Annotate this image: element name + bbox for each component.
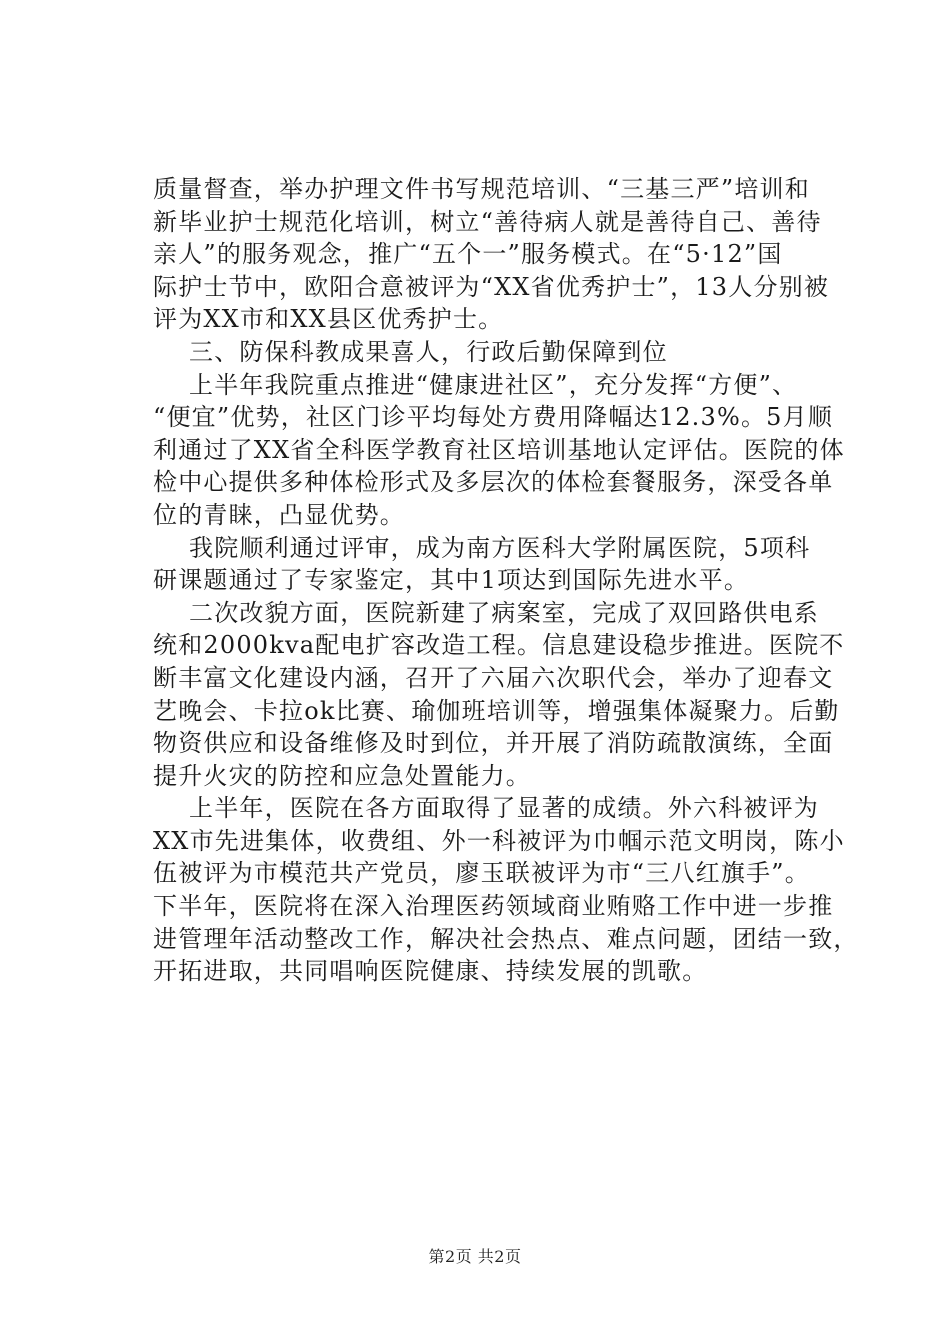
body-line: 际护士节中，欧阳合意被评为“XX省优秀护士”，13人分别被 — [153, 272, 830, 301]
body-line: 位的青睐，凸显优势。 — [153, 500, 405, 529]
page-footer — [0, 1244, 950, 1267]
body-line: “便宜”优势，社区门诊平均每处方费用降幅达12.3%。5月顺 — [153, 403, 834, 432]
body-line: XX市先进集体，收费组、外一科被评为巾帼示范文明岗，陈小 — [153, 826, 845, 855]
body-line: 亲人”的服务观念，推广“五个一”服务模式。在“5·12”国 — [153, 240, 783, 269]
body-line: 评为XX市和XX县区优秀护士。 — [153, 305, 504, 334]
paragraph-start: 上半年，医院在各方面取得了显著的成绩。外六科被评为 — [189, 794, 819, 823]
body-line: 进管理年活动整改工作，解决社会热点、难点问题，团结一致， — [153, 924, 859, 953]
paragraph-start: 上半年我院重点推进“健康进社区”，充分发挥“方便”、 — [189, 370, 798, 399]
body-line: 艺晚会、卡拉ok比赛、瑜伽班培训等，增强集体凝聚力。后勤 — [153, 696, 840, 725]
body-line: 断丰富文化建设内涵，召开了六届六次职代会，举办了迎春文 — [153, 663, 834, 692]
body-line: 物资供应和设备维修及时到位，并开展了消防疏散演练，全面 — [153, 729, 834, 758]
section-heading: 三、防保科教成果喜人，行政后勤保障到位 — [189, 337, 668, 366]
body-line: 新毕业护士规范化培训，树立“善待病人就是善待自己、善待 — [153, 207, 822, 236]
body-line: 统和2000kva配电扩容改造工程。信息建设稳步推进。医院不 — [153, 631, 845, 660]
page-number-label: 第2页 共2页 — [428, 1247, 522, 1266]
body-line: 检中心提供多种体检形式及多层次的体检套餐服务，深受各单 — [153, 468, 834, 497]
paragraph-start: 二次改貌方面，医院新建了病案室，完成了双回路供电系 — [189, 598, 819, 627]
body-line: 研课题通过了专家鉴定，其中1项达到国际先进水平。 — [153, 566, 750, 595]
body-line: 下半年，医院将在深入治理医药领域商业贿赂工作中进一步推 — [153, 892, 834, 921]
body-line: 质量督查，举办护理文件书写规范培训、“三基三严”培训和 — [153, 175, 810, 203]
body-line: 提升火灾的防控和应急处置能力。 — [153, 761, 531, 790]
body-line: 利通过了XX省全科医学教育社区培训基地认定评估。医院的体 — [153, 435, 845, 464]
document-body — [153, 173, 859, 988]
body-line: 伍被评为市模范共产党员，廖玉联被评为市“三八红旗手”。 — [153, 859, 810, 888]
body-line: 开拓进取，共同唱响医院健康、持续发展的凯歌。 — [153, 957, 708, 986]
paragraph-start: 我院顺利通过评审，成为南方医科大学附属医院，5项科 — [189, 533, 811, 562]
